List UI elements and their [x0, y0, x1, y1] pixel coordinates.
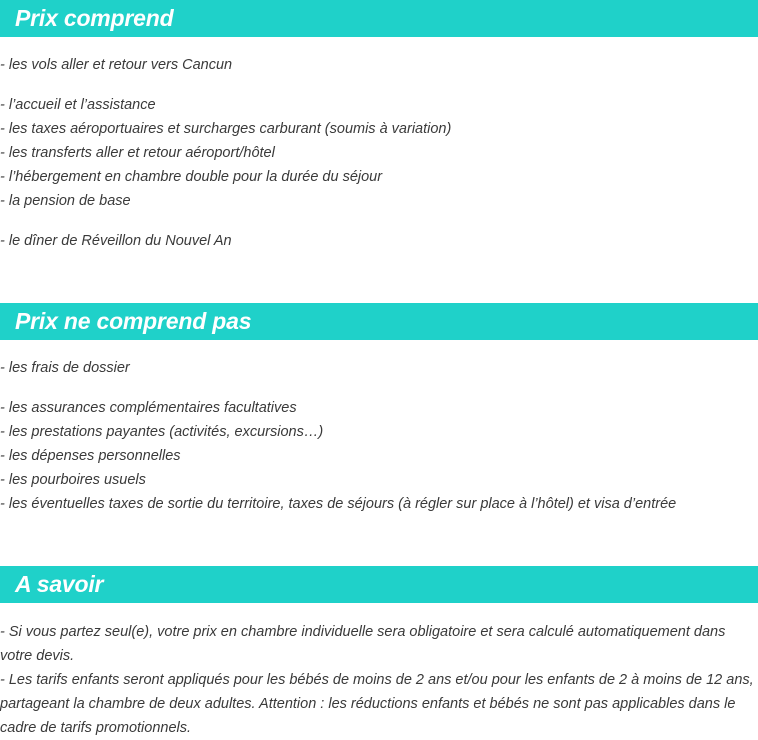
list-item: - les transferts aller et retour aéroport/hôtel — [0, 145, 275, 161]
list-item: - les frais de dossier — [0, 360, 130, 376]
section-title: Prix ne comprend pas — [15, 308, 252, 334]
list-item: - l’hébergement en chambre double pour la durée du séjour — [0, 169, 383, 185]
list-item: - les vols aller et retour vers Cancun — [0, 57, 233, 73]
list-item: - les éventuelles taxes de sortie du territoire, taxes de séjours (à régler sur place à l’hôtel) et visa d’entrée — [0, 496, 677, 512]
section-header — [0, 303, 758, 340]
list-item: - les pourboires usuels — [0, 472, 146, 488]
section-prix-ne-comprend-pas — [0, 303, 758, 516]
section-header — [0, 0, 758, 37]
section-title: A savoir — [15, 571, 104, 597]
list-item: - la pension de base — [0, 193, 131, 209]
list-item: - l’accueil et l’assistance — [0, 97, 156, 113]
section-title: Prix comprend — [15, 5, 174, 31]
included-list — [0, 37, 758, 253]
info-list — [0, 603, 758, 740]
section-header — [0, 566, 758, 603]
section-prix-comprend — [0, 0, 758, 253]
list-item: - le dîner de Réveillon du Nouvel An — [0, 233, 232, 249]
list-item: - les assurances complémentaires facultatives — [0, 400, 297, 416]
list-item: - les taxes aéroportuaires et surcharges carburant (soumis à variation) — [0, 121, 452, 137]
info-paragraph: - Les tarifs enfants seront appliqués pour les bébés de moins de 2 ans et/ou pour les enfants de 2 à moins de 12 ans, partageant la chambre de deux adultes. Attention : les réductions enfants et bébés ne sont pas applicables dans le cadre de tarifs promotionnels. — [0, 672, 754, 736]
list-item: - les prestations payantes (activités, excursions…) — [0, 424, 324, 440]
excluded-list — [0, 340, 758, 516]
section-a-savoir — [0, 566, 758, 740]
info-paragraph: - Si vous partez seul(e), votre prix en chambre individuelle sera obligatoire et sera calculé automatiquement dans votre devis. — [0, 624, 726, 664]
list-item: - les dépenses personnelles — [0, 448, 181, 464]
